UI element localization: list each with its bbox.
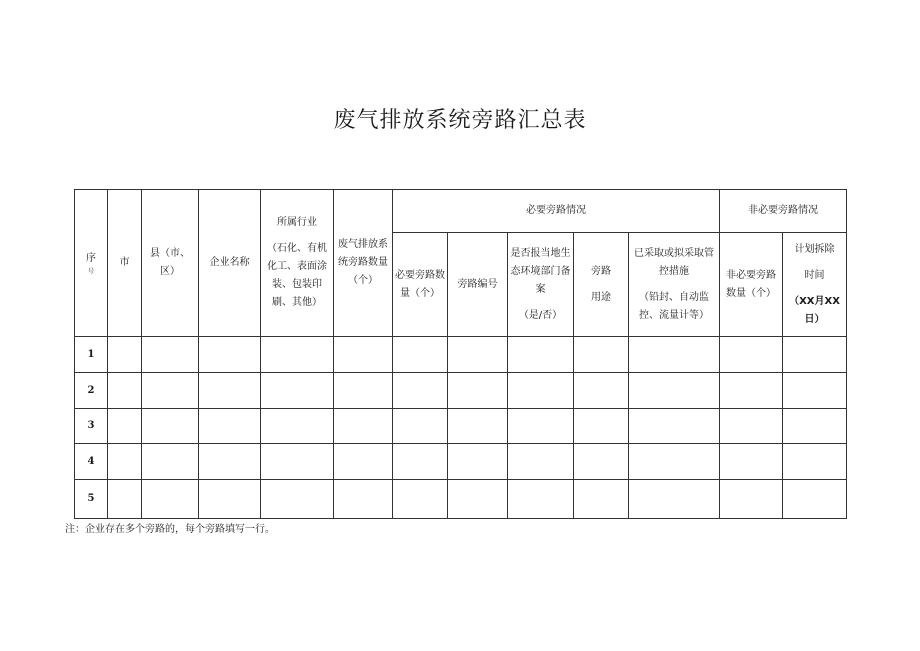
header-filed-options: （是/否） — [518, 309, 563, 321]
cell-bypass-count[interactable] — [334, 444, 393, 480]
cell-plan-time[interactable] — [783, 409, 847, 444]
cell-purpose[interactable] — [574, 444, 629, 480]
header-filed — [508, 233, 574, 337]
bypass-summary-table — [74, 189, 847, 519]
cell-necessary-count[interactable] — [393, 480, 448, 519]
header-industry-label: 所属行业 — [277, 217, 317, 228]
row-number: 4 — [75, 444, 108, 480]
cell-measures[interactable] — [629, 444, 720, 480]
header-measures-detail: （铅封、自动监控、流量计等） — [639, 291, 709, 321]
row-number: 3 — [75, 409, 108, 444]
cell-necessary-count[interactable] — [393, 373, 448, 409]
header-measures — [629, 233, 720, 337]
header-seq-small: 号 — [87, 268, 94, 275]
cell-county[interactable] — [142, 480, 199, 519]
page-title: 废气排放系统旁路汇总表 — [333, 108, 587, 133]
cell-county[interactable] — [142, 337, 199, 373]
cell-bypass-count[interactable] — [334, 409, 393, 444]
cell-plan-time[interactable] — [783, 480, 847, 519]
cell-company[interactable] — [199, 373, 261, 409]
cell-filed[interactable] — [508, 337, 574, 373]
cell-city[interactable] — [108, 337, 142, 373]
header-unnecessary-count: 非必要旁路数量（个） — [720, 233, 783, 337]
header-necessary-group: 必要旁路情况 — [393, 190, 720, 233]
row-number: 5 — [75, 480, 108, 519]
cell-unnecessary-count[interactable] — [720, 480, 783, 519]
header-filed-label: 是否报当地生态环境部门备案 — [510, 247, 571, 295]
cell-filed[interactable] — [508, 373, 574, 409]
header-measures-label: 已采取或拟采取管控措施 — [634, 247, 714, 277]
cell-company[interactable] — [199, 480, 261, 519]
table-row — [75, 373, 847, 409]
header-necessary-count: 必要旁路数量（个） — [393, 233, 448, 337]
header-seq: 序 号 — [75, 190, 108, 337]
cell-industry[interactable] — [261, 373, 334, 409]
cell-unnecessary-count[interactable] — [720, 409, 783, 444]
cell-filed[interactable] — [508, 409, 574, 444]
cell-purpose[interactable] — [574, 409, 629, 444]
cell-measures[interactable] — [629, 480, 720, 519]
cell-purpose[interactable] — [574, 373, 629, 409]
cell-bypass-count[interactable] — [334, 373, 393, 409]
cell-industry[interactable] — [261, 409, 334, 444]
cell-industry[interactable] — [261, 480, 334, 519]
header-unnecessary-group: 非必要旁路情况 — [720, 190, 847, 233]
cell-plan-time[interactable] — [783, 444, 847, 480]
cell-bypass-count[interactable] — [334, 337, 393, 373]
cell-necessary-count[interactable] — [393, 337, 448, 373]
cell-unnecessary-count[interactable] — [720, 444, 783, 480]
header-city: 市 — [108, 190, 142, 337]
footnote: 注：企业存在多个旁路的，每个旁路填写一行。 — [65, 524, 275, 535]
cell-county[interactable] — [142, 444, 199, 480]
header-bypass-no: 旁路编号 — [448, 233, 508, 337]
header-industry — [261, 190, 334, 337]
cell-filed[interactable] — [508, 480, 574, 519]
cell-city[interactable] — [108, 444, 142, 480]
cell-purpose[interactable] — [574, 480, 629, 519]
cell-city[interactable] — [108, 409, 142, 444]
row-number: 2 — [75, 373, 108, 409]
cell-measures[interactable] — [629, 337, 720, 373]
cell-bypass-count[interactable] — [334, 480, 393, 519]
header-bypass-count: 废气排放系统旁路数量（个） — [334, 190, 393, 337]
cell-necessary-count[interactable] — [393, 444, 448, 480]
cell-measures[interactable] — [629, 373, 720, 409]
cell-bypass-no[interactable] — [448, 337, 508, 373]
row-number: 1 — [75, 337, 108, 373]
cell-industry[interactable] — [261, 337, 334, 373]
cell-bypass-no[interactable] — [448, 409, 508, 444]
cell-industry[interactable] — [261, 444, 334, 480]
cell-county[interactable] — [142, 373, 199, 409]
cell-plan-time[interactable] — [783, 373, 847, 409]
cell-company[interactable] — [199, 409, 261, 444]
cell-company[interactable] — [199, 444, 261, 480]
table-row — [75, 444, 847, 480]
header-industry-detail: （石化、有机化工、表面涂装、包装印刷、其他） — [267, 243, 327, 308]
cell-county[interactable] — [142, 409, 199, 444]
cell-unnecessary-count[interactable] — [720, 337, 783, 373]
cell-plan-time[interactable] — [783, 337, 847, 373]
cell-unnecessary-count[interactable] — [720, 373, 783, 409]
header-company: 企业名称 — [199, 190, 261, 337]
header-purpose: 旁路 用途 — [574, 233, 629, 337]
table-row — [75, 337, 847, 373]
table-row — [75, 409, 847, 444]
cell-bypass-no[interactable] — [448, 480, 508, 519]
cell-filed[interactable] — [508, 444, 574, 480]
cell-bypass-no[interactable] — [448, 444, 508, 480]
cell-company[interactable] — [199, 337, 261, 373]
cell-necessary-count[interactable] — [393, 409, 448, 444]
table-row — [75, 480, 847, 519]
cell-measures[interactable] — [629, 409, 720, 444]
cell-bypass-no[interactable] — [448, 373, 508, 409]
cell-purpose[interactable] — [574, 337, 629, 373]
header-row-1 — [75, 190, 847, 233]
cell-city[interactable] — [108, 480, 142, 519]
header-plan-time: 计划拆除 时间 （XX月XX日） — [783, 233, 847, 337]
cell-city[interactable] — [108, 373, 142, 409]
header-county: 县（市、区） — [142, 190, 199, 337]
